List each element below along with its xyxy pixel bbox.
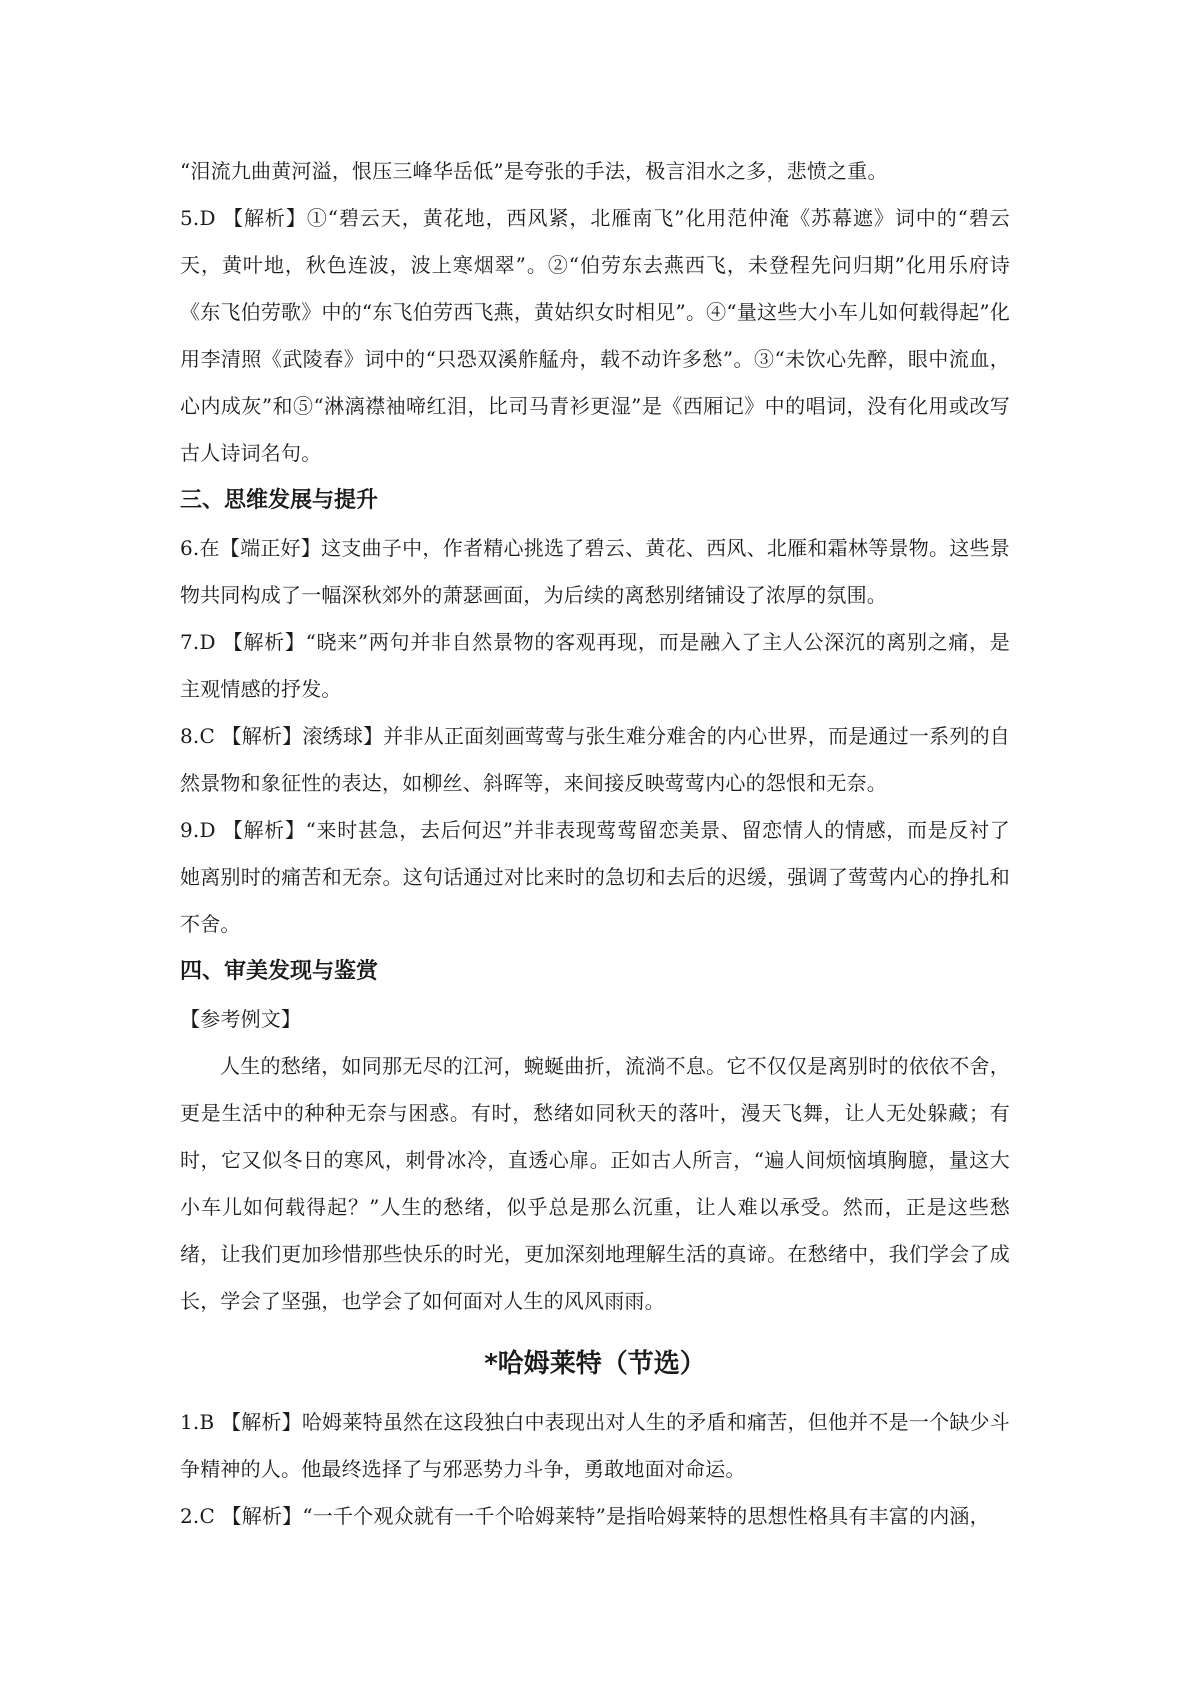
reference-essay-label: 【参考例文】	[180, 1007, 302, 1031]
hamlet-answer-1: 1.B 【解析】哈姆莱特虽然在这段独白中表现出对人生的矛盾和痛苦，但他并不是一个缺少斗争精神的人。他最终选择了与邪恶势力斗争，勇敢地面对命运。	[180, 1410, 1010, 1481]
section-heading-3: 三、思维发展与提升	[180, 488, 379, 513]
answer-7: 7.D 【解析】“晓来”两句并非自然景物的客观再现，而是融入了主人公深沉的离别之痛，是主观情感的抒发。	[180, 630, 1010, 701]
answer-8: 8.C 【解析】滚绣球】并非从正面刻画莺莺与张生难分难舍的内心世界，而是通过一系列的自然景物和象征性的表达，如柳丝、斜晖等，来间接反映莺莺内心的怨恨和无奈。	[180, 724, 1010, 795]
section-heading-4: 四、审美发现与鉴赏	[180, 959, 379, 984]
reference-essay: 人生的愁绪，如同那无尽的江河，蜿蜒曲折，流淌不息。它不仅仅是离别时的依依不舍，更是生活中的种种无奈与困惑。有时，愁绪如同秋天的落叶，漫天飞舞，让人无处躲藏；有时，它又似冬日的寒风，刺骨冰冷，直透心扉。正如古人所言，“遍人间烦恼填胸臆，量这大小车儿如何载得起？”人生的愁绪，似乎总是那么沉重，让人难以承受。然而，正是这些愁绪，让我们更加珍惜那些快乐的时光，更加深刻地理解生活的真谛。在愁绪中，我们学会了成长，学会了坚强，也学会了如何面对人生的风风雨雨。	[180, 1054, 1010, 1313]
document-page	[180, 148, 1010, 1540]
answer-5: 5.D 【解析】①“碧云天，黄花地，西风紧，北雁南飞”化用范仲淹《苏幕遮》词中的“碧云天，黄叶地，秋色连波，波上寒烟翠”。②“伯劳东去燕西飞，未登程先问归期”化用乐府诗《东飞伯劳歌》中的“东飞伯劳西飞燕，黄姑织女时相见”。④“量这些大小车儿如何载得起”化用李清照《武陵春》词中的“只恐双溪舴艋舟，载不动许多愁”。③“未饮心先醉，眼中流血，心内成灰”和⑤“淋漓襟袖啼红泪，比司马青衫更湿”是《西厢记》中的唱词，没有化用或改写古人诗词名句。	[180, 206, 1010, 465]
hamlet-answer-2: 2.C 【解析】“一千个观众就有一千个哈姆莱特”是指哈姆莱特的思想性格具有丰富的内涵，	[180, 1504, 990, 1528]
chapter-title: *哈姆莱特（节选）	[484, 1349, 706, 1379]
answer-9: 9.D 【解析】“来时甚急，去后何迟”并非表现莺莺留恋美景、留恋情人的情感，而是反衬了她离别时的痛苦和无奈。这句话通过对比来时的急切和去后的迟缓，强调了莺莺内心的挣扎和不舍。	[180, 818, 1010, 936]
answer-6: 6.在【端正好】这支曲子中，作者精心挑选了碧云、黄花、西风、北雁和霜林等景物。这些景物共同构成了一幅深秋郊外的萧瑟画面，为后续的离愁别绪铺设了浓厚的氛围。	[180, 536, 1010, 607]
answer-paragraph: “泪流九曲黄河溢，恨压三峰华岳低”是夸张的手法，极言泪水之多，悲愤之重。	[180, 159, 888, 183]
